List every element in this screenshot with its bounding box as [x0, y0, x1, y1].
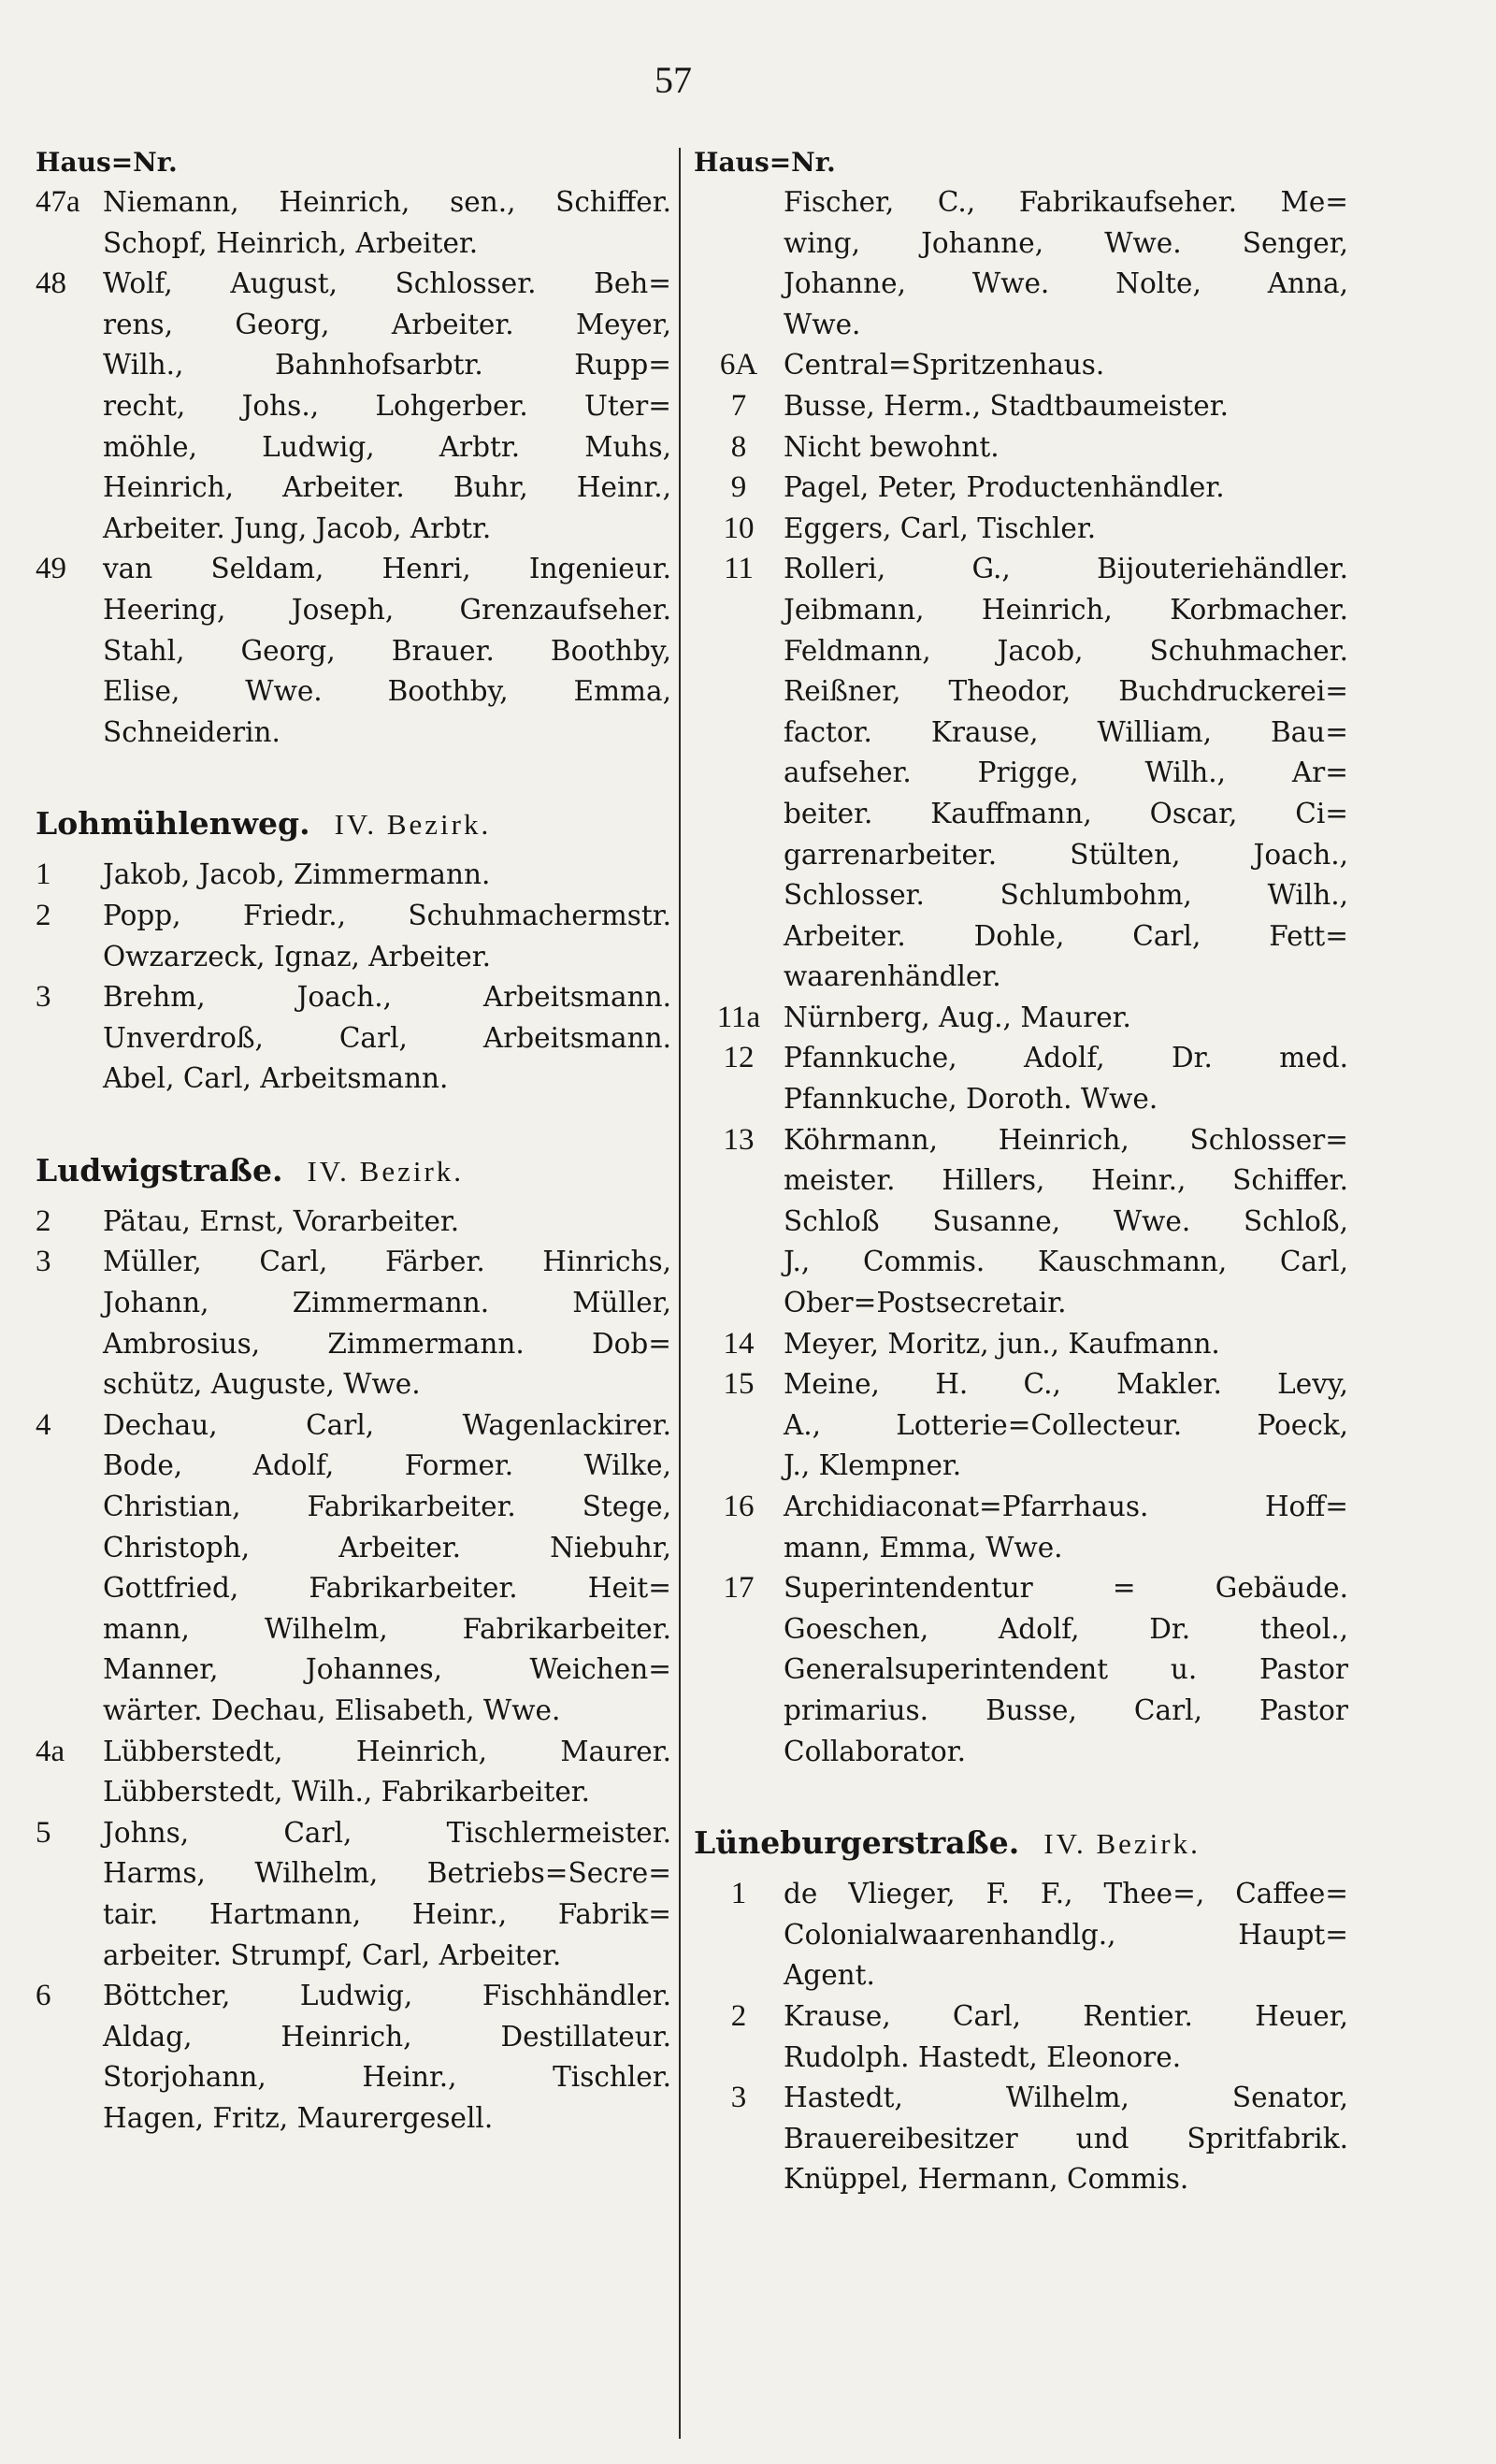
house-entry — [694, 998, 1348, 1039]
resident-line: Johanne, Wwe. Nolte, Anna, — [784, 267, 1348, 300]
resident-line: Pfannkuche, Doroth. Wwe. — [784, 1083, 1158, 1116]
resident-list — [103, 1242, 671, 1405]
house-number: 6A — [719, 348, 758, 382]
resident-line: Wilh., Bahnhofsarbtr. Rupp= — [103, 349, 671, 382]
resident-list — [784, 549, 1348, 998]
resident-line: Nicht bewohnt. — [784, 430, 1000, 463]
resident-line: tair. Hartmann, Heinr., Fabrik= — [103, 1897, 671, 1930]
house-entry — [36, 182, 671, 264]
resident-line: rens, Georg, Arbeiter. Meyer, — [103, 308, 671, 340]
resident-line: Eggers, Carl, Tischler. — [784, 512, 1097, 544]
resident-line: Heinrich, Arbeiter. Buhr, Heinr., — [103, 471, 671, 504]
house-number: 9 — [730, 470, 747, 505]
house-number: 4 — [36, 1407, 51, 1442]
house-entry — [694, 1568, 1348, 1772]
house-number: 5 — [36, 1815, 51, 1850]
resident-list — [784, 1120, 1348, 1324]
resident-line: Collaborator. — [784, 1735, 966, 1767]
resident-line: Reißner, Theodor, Buchdruckerei= — [784, 675, 1348, 708]
resident-line: Wolf, August, Schlosser. Beh= — [103, 267, 671, 300]
resident-list — [784, 1487, 1348, 1568]
house-number: 48 — [36, 267, 66, 301]
resident-line: Rolleri, G., Bijouteriehändler. — [784, 553, 1348, 585]
resident-line: primarius. Busse, Carl, Pastor — [784, 1693, 1348, 1726]
resident-line: van Seldam, Henri, Ingenieur. — [103, 553, 671, 585]
left-column — [36, 145, 671, 2140]
house-entry — [694, 427, 1348, 468]
street-name: Lohmühlenweg. — [36, 805, 310, 843]
house-entry — [36, 264, 671, 549]
resident-list — [103, 1732, 671, 1813]
house-entry — [694, 2078, 1348, 2200]
resident-line: garrenarbeiter. Stülten, Joach., — [784, 838, 1348, 871]
page-number: 57 — [654, 59, 692, 101]
house-number: 2 — [36, 1203, 51, 1238]
resident-line: Schopf, Heinrich, Arbeiter. — [103, 226, 479, 259]
resident-line: Lübberstedt, Heinrich, Maurer. — [103, 1735, 671, 1767]
house-entry — [36, 1813, 671, 1976]
right-column-body — [694, 182, 1348, 2200]
resident-line: Rudolph. Hastedt, Eleonore. — [784, 2040, 1182, 2073]
house-entry — [36, 1242, 671, 1405]
house-entry — [36, 549, 671, 753]
resident-line: Brehm, Joach., Arbeitsmann. — [103, 981, 671, 1014]
resident-line: Abel, Carl, Arbeitsmann. — [103, 1062, 449, 1095]
resident-line: Feldmann, Jacob, Schuhmacher. — [784, 634, 1348, 667]
resident-line: Colonialwaarenhandlg., Haupt= — [784, 1918, 1348, 1951]
resident-line: Busse, Herm., Stadtbaumeister. — [784, 389, 1229, 422]
resident-line: Unverdroß, Carl, Arbeitsmann. — [103, 1021, 671, 1054]
house-number: 3 — [36, 1245, 51, 1279]
resident-line: Dechau, Carl, Wagenlackirer. — [103, 1408, 671, 1441]
resident-line: Pätau, Ernst, Vorarbeiter. — [103, 1204, 460, 1237]
house-number: 15 — [723, 1367, 755, 1402]
resident-line: Owzarzeck, Ignaz, Arbeiter. — [103, 940, 491, 973]
resident-line: Agent. — [784, 1959, 875, 1992]
resident-line: Ober=Postsecretair. — [784, 1287, 1067, 1319]
resident-line: Popp, Friedr., Schuhmachermstr. — [103, 899, 671, 931]
street-district: IV. Bezirk. — [307, 1154, 465, 1188]
resident-line: J., Commis. Kauschmann, Carl, — [784, 1246, 1348, 1278]
resident-list — [784, 1364, 1348, 1487]
street-name: Lüneburgerstraße. — [694, 1824, 1020, 1862]
street-district: IV. Bezirk. — [334, 808, 492, 842]
house-entry — [694, 1487, 1348, 1568]
house-entry — [694, 182, 1348, 345]
resident-line: schütz, Auguste, Wwe. — [103, 1368, 421, 1401]
house-number: 1 — [36, 857, 51, 892]
house-entry — [36, 896, 671, 977]
resident-line: Knüppel, Hermann, Commis. — [784, 2163, 1189, 2196]
house-entry — [36, 977, 671, 1100]
street-heading — [36, 805, 671, 842]
resident-list — [784, 1568, 1348, 1772]
resident-line: A., Lotterie=Collecteur. Poeck, — [784, 1408, 1348, 1441]
resident-line: Meyer, Moritz, jun., Kaufmann. — [784, 1327, 1220, 1360]
house-number: 11a — [716, 1000, 761, 1034]
house-entry — [36, 1732, 671, 1813]
resident-line: Pagel, Peter, Productenhändler. — [784, 471, 1225, 504]
house-number: 16 — [723, 1490, 755, 1523]
house-entry — [694, 509, 1348, 550]
resident-line: Central=Spritzenhaus. — [784, 349, 1105, 382]
resident-list — [103, 264, 671, 549]
resident-line: beiter. Kauffmann, Oscar, Ci= — [784, 797, 1348, 829]
resident-line: Archidiaconat=Pfarrhaus. Hoff= — [784, 1491, 1348, 1522]
house-number: 10 — [723, 511, 755, 545]
resident-line: Müller, Carl, Färber. Hinrichs, — [103, 1246, 671, 1278]
house-number: 14 — [723, 1326, 755, 1361]
resident-line: Heering, Joseph, Grenzaufseher. — [103, 593, 671, 626]
resident-list — [103, 182, 671, 264]
resident-list — [784, 1996, 1348, 2078]
resident-line: Nürnberg, Aug., Maurer. — [784, 1001, 1131, 1033]
house-entry — [36, 1976, 671, 2139]
column-divider — [679, 148, 681, 2439]
house-number: 7 — [730, 388, 747, 423]
resident-line: Böttcher, Ludwig, Fischhändler. — [103, 1980, 671, 2012]
house-number: 8 — [730, 429, 747, 464]
resident-line: Ambrosius, Zimmermann. Dob= — [103, 1327, 671, 1360]
resident-line: Schneiderin. — [103, 715, 280, 748]
resident-line: meister. Hillers, Heinr., Schiffer. — [784, 1164, 1348, 1197]
house-number: 3 — [730, 2081, 747, 2115]
house-entry — [694, 386, 1348, 427]
resident-line: Jeibmann, Heinrich, Korbmacher. — [784, 593, 1348, 626]
resident-line: factor. Krause, William, Bau= — [784, 715, 1348, 748]
house-entry — [694, 1120, 1348, 1324]
resident-list — [103, 855, 671, 896]
house-number: 6 — [36, 1979, 51, 2013]
resident-list — [784, 386, 1348, 427]
resident-line: Manner, Johannes, Weichen= — [103, 1653, 671, 1686]
house-number: 3 — [36, 980, 51, 1015]
resident-list — [784, 345, 1348, 386]
resident-line: Schlosser. Schlumbohm, Wilh., — [784, 879, 1348, 912]
resident-list — [784, 2078, 1348, 2200]
house-entry — [694, 1038, 1348, 1119]
house-entry — [694, 468, 1348, 509]
resident-list — [103, 1813, 671, 1976]
resident-line: Johns, Carl, Tischlermeister. — [103, 1816, 671, 1849]
street-heading — [36, 1152, 671, 1189]
resident-list — [784, 182, 1348, 345]
resident-line: Gottfried, Fabrikarbeiter. Heit= — [103, 1572, 671, 1605]
resident-line: Fischer, C., Fabrikaufseher. Me= — [784, 186, 1348, 218]
house-number: 47a — [36, 185, 80, 219]
resident-line: Schloß Susanne, Wwe. Schloß, — [784, 1204, 1348, 1237]
resident-line: Generalsuperintendent u. Pastor — [784, 1653, 1348, 1686]
resident-line: mann, Emma, Wwe. — [784, 1531, 1063, 1563]
resident-line: Köhrmann, Heinrich, Schlosser= — [784, 1123, 1348, 1156]
house-entry — [36, 1202, 671, 1243]
left-column-body — [36, 182, 671, 2140]
resident-line: Krause, Carl, Rentier. Heuer, — [784, 1999, 1348, 2032]
resident-line: Bode, Adolf, Former. Wilke, — [103, 1449, 671, 1482]
resident-line: de Vlieger, F. F., Thee=, Caffee= — [784, 1878, 1348, 1910]
resident-list — [784, 427, 1348, 468]
house-entry — [694, 1324, 1348, 1365]
resident-line: Hastedt, Wilhelm, Senator, — [784, 2082, 1348, 2114]
resident-line: Wwe. — [784, 308, 861, 340]
house-entry — [694, 1874, 1348, 1996]
resident-list — [103, 1405, 671, 1732]
house-number: 2 — [36, 898, 51, 932]
house-number: 17 — [723, 1571, 755, 1606]
resident-line: Storjohann, Heinr., Tischler. — [103, 2061, 671, 2094]
house-number: 2 — [730, 1998, 747, 2033]
street-heading — [694, 1824, 1348, 1861]
resident-line: Elise, Wwe. Boothby, Emma, — [103, 675, 671, 708]
house-number: 12 — [723, 1041, 755, 1075]
right-column — [694, 145, 1348, 2200]
resident-line: Pfannkuche, Adolf, Dr. med. — [784, 1042, 1348, 1074]
house-number-header: Haus=Nr. — [36, 147, 178, 178]
resident-line: Aldag, Heinrich, Destillateur. — [103, 2020, 671, 2053]
resident-line: aufseher. Prigge, Wilh., Ar= — [784, 756, 1348, 789]
resident-line: Brauereibesitzer und Spritfabrik. — [784, 2122, 1348, 2154]
house-entry — [694, 1996, 1348, 2078]
house-number: 4a — [36, 1734, 65, 1768]
resident-line: wing, Johanne, Wwe. Senger, — [784, 226, 1348, 259]
resident-line: Stahl, Georg, Brauer. Boothby, — [103, 634, 671, 667]
resident-list — [103, 1976, 671, 2139]
resident-line: Goeschen, Adolf, Dr. theol., — [784, 1612, 1348, 1645]
resident-line: Arbeiter. Dohle, Carl, Fett= — [784, 919, 1348, 952]
house-number: 13 — [723, 1122, 755, 1157]
resident-line: Harms, Wilhelm, Betriebs=Secre= — [103, 1857, 671, 1890]
house-entry — [36, 855, 671, 896]
resident-list — [103, 1202, 671, 1243]
resident-list — [784, 509, 1348, 550]
resident-list — [784, 998, 1348, 1039]
street-district: IV. Bezirk. — [1043, 1827, 1201, 1861]
resident-list — [103, 549, 671, 753]
resident-line: Hagen, Fritz, Maurergesell. — [103, 2101, 494, 2134]
resident-line: wärter. Dechau, Elisabeth, Wwe. — [103, 1694, 561, 1726]
resident-list — [784, 1038, 1348, 1119]
street-name: Ludwigstraße. — [36, 1151, 283, 1189]
house-number-header: Haus=Nr. — [694, 147, 836, 178]
resident-line: Lübberstedt, Wilh., Fabrikarbeiter. — [103, 1776, 591, 1808]
resident-list — [784, 1874, 1348, 1996]
resident-list — [784, 468, 1348, 509]
house-number: 11 — [724, 552, 754, 586]
resident-list — [784, 1324, 1348, 1365]
resident-line: Johann, Zimmermann. Müller, — [103, 1287, 671, 1319]
resident-list — [103, 977, 671, 1100]
resident-line: Niemann, Heinrich, sen., Schiffer. — [103, 186, 671, 218]
house-entry — [694, 345, 1348, 386]
resident-line: J., Klempner. — [784, 1449, 962, 1482]
house-number: 1 — [730, 1877, 747, 1911]
house-entry — [694, 549, 1348, 998]
house-entry — [36, 1405, 671, 1732]
resident-line: recht, Johs., Lohgerber. Uter= — [103, 389, 671, 422]
resident-line: möhle, Ludwig, Arbtr. Muhs, — [103, 430, 671, 463]
resident-line: mann, Wilhelm, Fabrikarbeiter. — [103, 1612, 671, 1645]
resident-line: Christoph, Arbeiter. Niebuhr, — [103, 1531, 671, 1563]
resident-line: Arbeiter. Jung, Jacob, Arbtr. — [103, 512, 492, 544]
resident-line: Meine, H. C., Makler. Levy, — [784, 1368, 1348, 1401]
resident-line: Christian, Fabrikarbeiter. Stege, — [103, 1491, 671, 1523]
house-number: 49 — [36, 552, 66, 586]
resident-line: Jakob, Jacob, Zimmermann. — [103, 858, 491, 891]
resident-line: arbeiter. Strumpf, Carl, Arbeiter. — [103, 1938, 562, 1971]
house-entry — [694, 1364, 1348, 1487]
resident-line: waarenhändler. — [784, 960, 1001, 993]
resident-line: Superintendentur = Gebäude. — [784, 1572, 1348, 1605]
resident-list — [103, 896, 671, 977]
